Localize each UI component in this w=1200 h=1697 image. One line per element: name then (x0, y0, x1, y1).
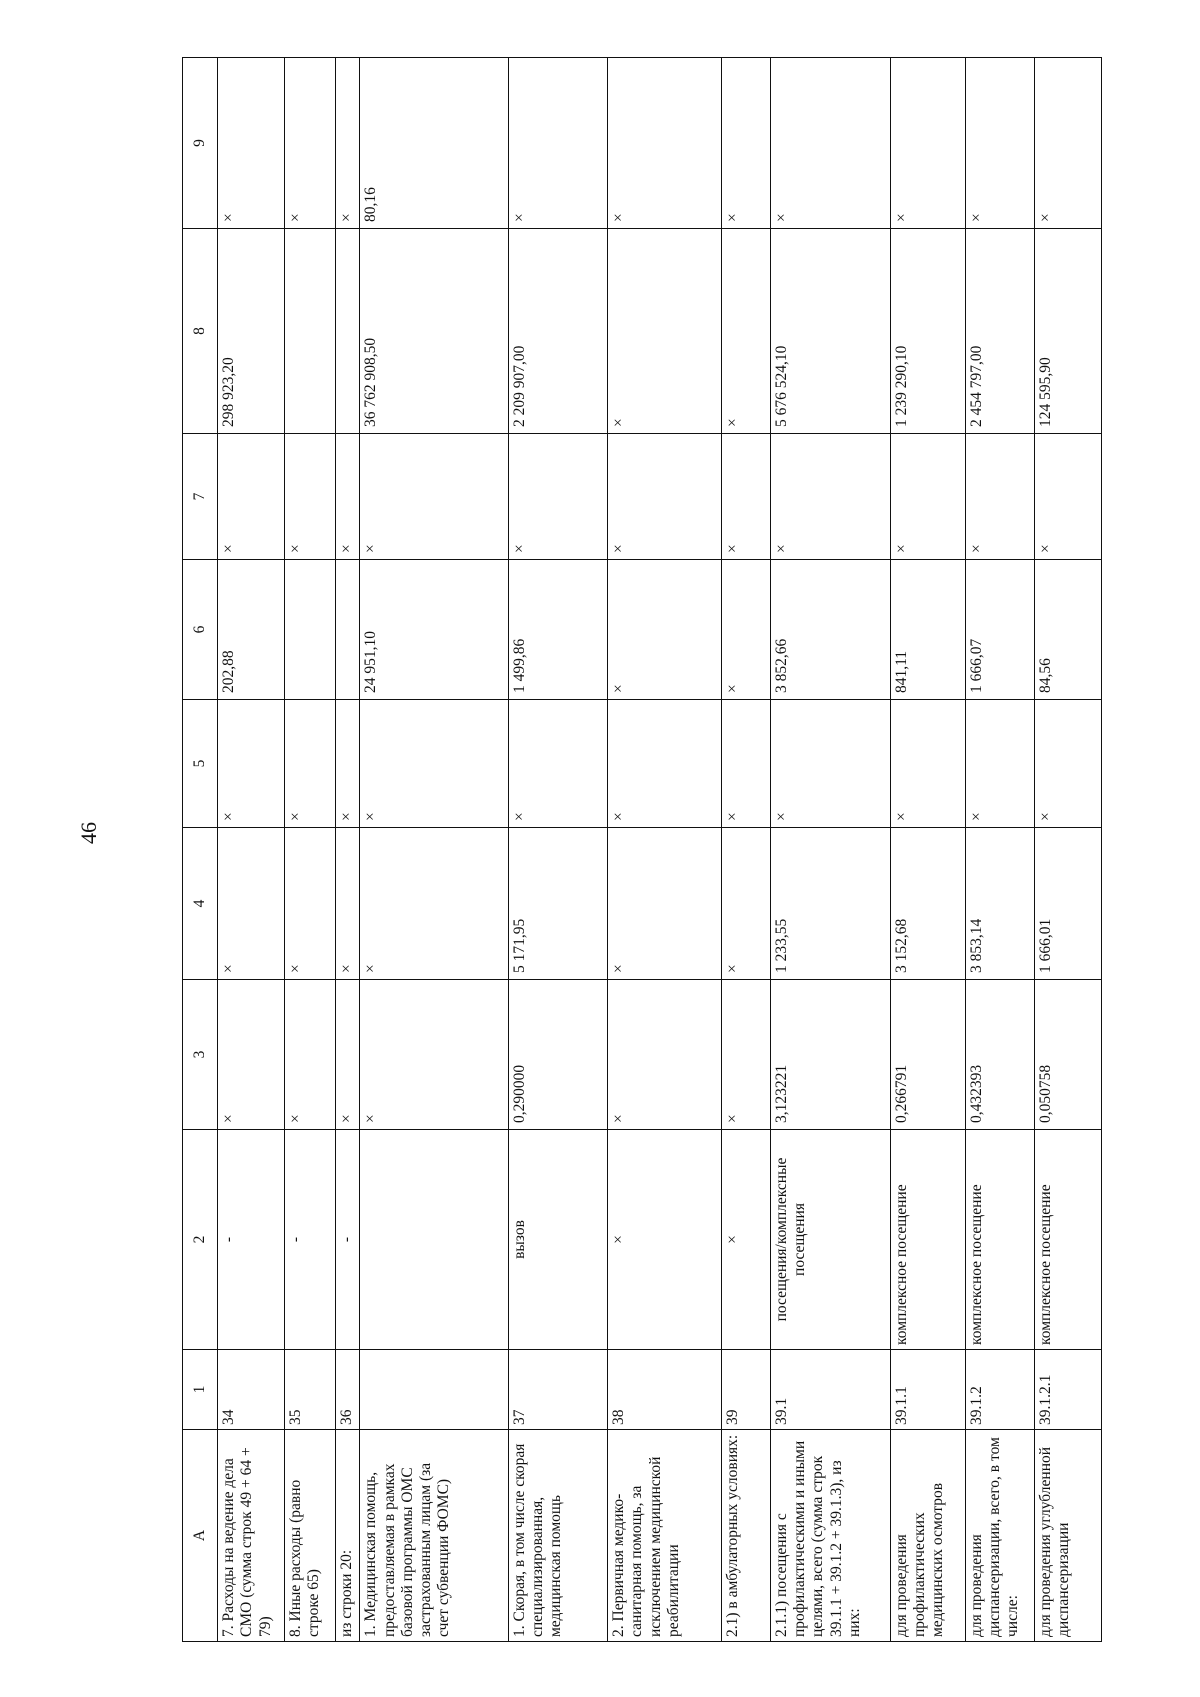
cell-col5: × (770, 700, 890, 828)
row-code: 37 (508, 1350, 608, 1430)
cell-col3: × (335, 980, 359, 1130)
cell-col3: 0,290000 (508, 980, 608, 1130)
unit-cell: - (218, 1130, 285, 1350)
cell-col5: × (965, 700, 1034, 828)
cell-col8: × (608, 229, 722, 434)
cell-col8 (285, 229, 336, 434)
row-label: 2.1) в амбулаторных условиях: (721, 1430, 770, 1642)
table-row (1034, 58, 1101, 1642)
cell-col8: 124 595,90 (1034, 229, 1101, 434)
table-row (890, 58, 965, 1642)
table-row (335, 58, 359, 1642)
cell-col4: × (608, 828, 722, 980)
cell-col4: × (335, 828, 359, 980)
cell-col3: 0,050758 (1034, 980, 1101, 1130)
cell-col7: × (508, 434, 608, 560)
cell-col3: × (608, 980, 722, 1130)
cell-col9: × (965, 58, 1034, 229)
unit-cell: посещения/комплексные посещения (770, 1130, 890, 1350)
cell-col4: 1 666,01 (1034, 828, 1101, 980)
cell-col3: × (285, 980, 336, 1130)
row-label: 8. Иные расходы (равно строке 65) (285, 1430, 336, 1642)
table-row (360, 58, 508, 1642)
cell-col7: × (770, 434, 890, 560)
cell-col5: × (508, 700, 608, 828)
unit-cell (360, 1130, 508, 1350)
cell-col9: × (608, 58, 722, 229)
table-row (770, 58, 890, 1642)
cell-col4: 3 152,68 (890, 828, 965, 980)
cell-col6: 24 951,10 (360, 560, 508, 700)
cell-col6: 1 499,86 (508, 560, 608, 700)
cell-col8 (335, 229, 359, 434)
header-cell-8: 8 (183, 229, 218, 434)
cell-col6: × (721, 560, 770, 700)
cell-col7: × (1034, 434, 1101, 560)
row-label: для проведения профилактических медицинских осмотров (890, 1430, 965, 1642)
row-code: 34 (218, 1350, 285, 1430)
header-cell-1: 1 (183, 1350, 218, 1430)
row-label: для проведения диспансеризации, всего, в том числе: (965, 1430, 1034, 1642)
cell-col5: × (285, 700, 336, 828)
cell-col8: 2 454 797,00 (965, 229, 1034, 434)
cell-col6 (335, 560, 359, 700)
cell-col7: × (360, 434, 508, 560)
unit-cell: × (721, 1130, 770, 1350)
cell-col5: × (360, 700, 508, 828)
cell-col8: × (721, 229, 770, 434)
cell-col6 (285, 560, 336, 700)
row-code: 39.1.2 (965, 1350, 1034, 1430)
cell-col4: 5 171,95 (508, 828, 608, 980)
header-cell-a: А (183, 1430, 218, 1642)
cell-col4: 1 233,55 (770, 828, 890, 980)
cell-col4: × (721, 828, 770, 980)
table-row (721, 58, 770, 1642)
cell-col4: × (285, 828, 336, 980)
row-code: 39.1 (770, 1350, 890, 1430)
unit-cell: комплексное посещение (890, 1130, 965, 1350)
table-row (285, 58, 336, 1642)
cell-col9: × (721, 58, 770, 229)
row-code: 36 (335, 1350, 359, 1430)
cell-col7: × (890, 434, 965, 560)
cell-col4: × (360, 828, 508, 980)
cell-col4: 3 853,14 (965, 828, 1034, 980)
cell-col3: × (721, 980, 770, 1130)
cell-col9: × (335, 58, 359, 229)
cell-col7: × (721, 434, 770, 560)
table-header (183, 58, 218, 1642)
row-code: 39 (721, 1350, 770, 1430)
row-label: 2.1.1) посещения с профилактическими и иными целями, всего (сумма строк 39.1.1 + 39.1.2 + 39.1.3), из них: (770, 1430, 890, 1642)
cell-col7: × (285, 434, 336, 560)
cell-col5: × (721, 700, 770, 828)
cell-col5: × (218, 700, 285, 828)
cell-col8: 5 676 524,10 (770, 229, 890, 434)
cell-col9: × (218, 58, 285, 229)
row-label: 1. Медицинская помощь, предоставляемая в рамках базовой программы ОМС застрахованным лицам (за счет субвенции ФОМС) (360, 1430, 508, 1642)
cell-col6: 3 852,66 (770, 560, 890, 700)
row-code: 39.1.2.1 (1034, 1350, 1101, 1430)
cell-col5: × (1034, 700, 1101, 828)
row-code: 38 (608, 1350, 722, 1430)
row-label: для проведения углубленной диспансеризации (1034, 1430, 1101, 1642)
row-label: 1. Скорая, в том числе скорая специализированная, медицинская помощь (508, 1430, 608, 1642)
cell-col8: 36 762 908,50 (360, 229, 508, 434)
rotated-table-container (182, 58, 1102, 1642)
cell-col7: × (218, 434, 285, 560)
cell-col9: × (890, 58, 965, 229)
cell-col9: × (285, 58, 336, 229)
unit-cell: - (335, 1130, 359, 1350)
cell-col3: 3,123221 (770, 980, 890, 1130)
header-cell-5: 5 (183, 700, 218, 828)
cell-col7: × (335, 434, 359, 560)
header-cell-9: 9 (183, 58, 218, 229)
row-label: из строки 20: (335, 1430, 359, 1642)
row-label: 2. Первичная медико-санитарная помощь, за исключением медицинской реабилитации (608, 1430, 722, 1642)
cell-col8: 298 923,20 (218, 229, 285, 434)
unit-cell: × (608, 1130, 722, 1350)
cell-col3: 0,432393 (965, 980, 1034, 1130)
header-cell-7: 7 (183, 434, 218, 560)
cell-col3: 0,266791 (890, 980, 965, 1130)
cell-col6: × (608, 560, 722, 700)
cell-col6: 1 666,07 (965, 560, 1034, 700)
row-code: 39.1.1 (890, 1350, 965, 1430)
header-cell-4: 4 (183, 828, 218, 980)
unit-cell: - (285, 1130, 336, 1350)
unit-cell: комплексное посещение (1034, 1130, 1101, 1350)
cell-col3: × (360, 980, 508, 1130)
data-table (182, 57, 1102, 1642)
header-cell-6: 6 (183, 560, 218, 700)
row-label: 7. Расходы на ведение дела СМО (сумма строк 49 + 64 + 79) (218, 1430, 285, 1642)
cell-col9: × (508, 58, 608, 229)
cell-col3: × (218, 980, 285, 1130)
cell-col9: × (770, 58, 890, 229)
unit-cell: вызов (508, 1130, 608, 1350)
cell-col5: × (335, 700, 359, 828)
table-row (218, 58, 285, 1642)
cell-col6: 841,11 (890, 560, 965, 700)
cell-col5: × (890, 700, 965, 828)
row-code (360, 1350, 508, 1430)
cell-col7: × (965, 434, 1034, 560)
cell-col6: 84,56 (1034, 560, 1101, 700)
cell-col7: × (608, 434, 722, 560)
cell-col9: × (1034, 58, 1101, 229)
table-row (965, 58, 1034, 1642)
table-row (508, 58, 608, 1642)
cell-col8: 2 209 907,00 (508, 229, 608, 434)
table-row (608, 58, 722, 1642)
cell-col5: × (608, 700, 722, 828)
unit-cell: комплексное посещение (965, 1130, 1034, 1350)
cell-col4: × (218, 828, 285, 980)
cell-col8: 1 239 290,10 (890, 229, 965, 434)
header-cell-2: 2 (183, 1130, 218, 1350)
cell-col6: 202,88 (218, 560, 285, 700)
page-number: 46 (76, 822, 101, 844)
cell-col9: 80,16 (360, 58, 508, 229)
header-cell-3: 3 (183, 980, 218, 1130)
row-code: 35 (285, 1350, 336, 1430)
